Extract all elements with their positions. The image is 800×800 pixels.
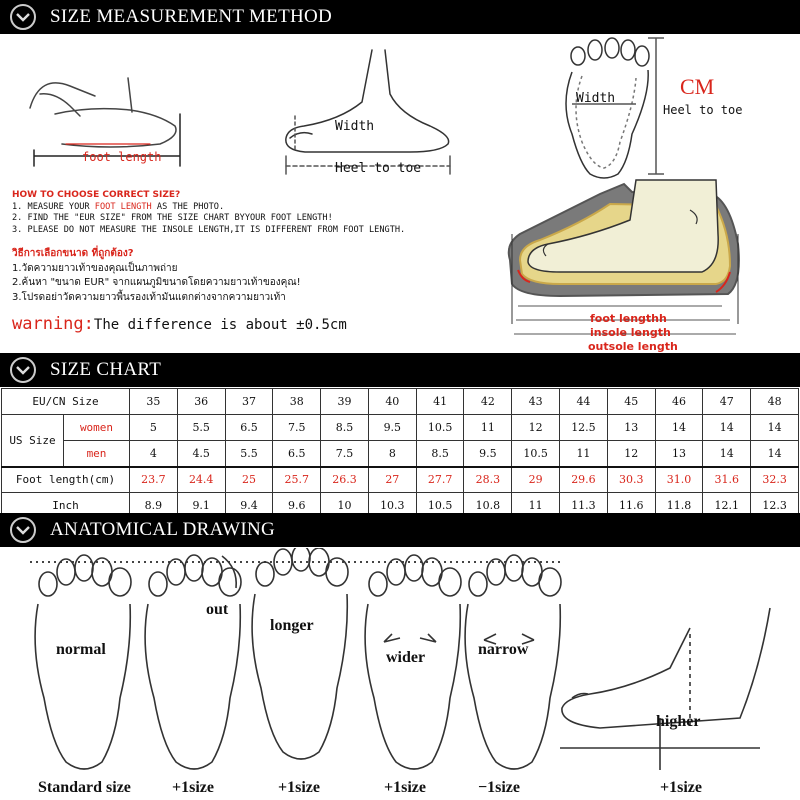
foot-label-out: out: [206, 601, 229, 618]
foot-label-wider: wider: [386, 649, 426, 666]
inch-cell: 11: [512, 493, 560, 519]
eu-cell: 35: [130, 389, 178, 415]
men-cell: 8: [368, 441, 416, 467]
section-bar-anatomical: [0, 513, 800, 547]
chevron-down-icon: [10, 357, 36, 383]
foot-cm-cell: 32.3: [751, 467, 799, 493]
eu-cell: 44: [560, 389, 608, 415]
chevron-down-icon: [10, 517, 36, 543]
inch-cell: 11.6: [607, 493, 655, 519]
sole-heel-to-toe-label: Heel to toe: [663, 103, 743, 117]
foot-higher: [562, 608, 770, 728]
women-cell: 14: [751, 415, 799, 441]
size-chart-table: [1, 388, 799, 519]
outsole-length-label: outsole length: [588, 340, 678, 353]
eu-cell: 36: [177, 389, 225, 415]
caption-standard: Standard size: [38, 779, 131, 796]
section-title: SIZE MEASUREMENT METHOD: [50, 6, 333, 27]
men-cell: 14: [703, 441, 751, 467]
us-size-header: US Size: [2, 415, 64, 467]
how-to-step-2: 2. FIND THE "EUR SIZE" FROM THE SIZE CHART BYYOUR FOOT LENGTH!: [12, 213, 333, 223]
women-cell: 10.5: [416, 415, 464, 441]
how-to-step-1: 1. MEASURE YOUR FOOT LENGTH AS THE PHOTO.: [12, 201, 225, 212]
foot-cm-cell: 29: [512, 467, 560, 493]
table-row-women: [2, 415, 799, 441]
foot-label-higher: higher: [656, 713, 701, 730]
how-to-heading: HOW TO CHOOSE CORRECT SIZE?: [12, 190, 181, 200]
side-foot-illustration: [286, 50, 450, 174]
inch-cell: 8.9: [130, 493, 178, 519]
anatomical-feet-illustration: [0, 548, 800, 800]
inch-cell: 12.1: [703, 493, 751, 519]
how-to-step-3: 3. PLEASE DO NOT MEASURE THE INSOLE LENGTH,IT IS DIFFERENT FROM FOOT LENGTH.: [12, 224, 406, 235]
caption-narrow: −1size: [478, 779, 520, 796]
how-to-choose-block: [12, 190, 512, 236]
thai-step-3: 3.โปรดอย่าวัดความยาวพื้นรองเท้ามันแตกต่างจากความยาวเท้า: [12, 291, 286, 303]
eu-cell: 41: [416, 389, 464, 415]
inch-cell: 9.6: [273, 493, 321, 519]
foot-normal: [35, 555, 131, 769]
side-heel-to-toe-label: Heel to toe: [335, 161, 422, 176]
inch-cell: 9.1: [177, 493, 225, 519]
section-title: SIZE CHART: [50, 359, 162, 380]
inch-cell: 10.8: [464, 493, 512, 519]
foot-cm-cell: 28.3: [464, 467, 512, 493]
thai-instructions-block: [12, 247, 502, 305]
foot-out: [145, 555, 241, 769]
men-cell: 9.5: [464, 441, 512, 467]
foot-cm-cell: 23.7: [130, 467, 178, 493]
foot-cm-cell: 27: [368, 467, 416, 493]
caption-wider: +1size: [384, 779, 426, 796]
section-bar-measurement: [0, 0, 800, 34]
eu-cell: 42: [464, 389, 512, 415]
anatomical-drawing-section: [0, 548, 800, 800]
eu-cell: 48: [751, 389, 799, 415]
table-row-eu: [2, 389, 799, 415]
inch-cell: 11.8: [655, 493, 703, 519]
foot-label-longer: longer: [270, 617, 314, 634]
shoe-cross-section-illustration: [509, 180, 739, 334]
section-bar-size-chart: [0, 353, 800, 387]
women-cell: 11: [464, 415, 512, 441]
women-cell: 7.5: [273, 415, 321, 441]
women-cell: 14: [703, 415, 751, 441]
eu-cell: 46: [655, 389, 703, 415]
men-cell: 13: [655, 441, 703, 467]
men-cell: 12: [607, 441, 655, 467]
foot-length-label: foot length: [82, 150, 162, 164]
table-row-foot-length: [2, 467, 799, 493]
thai-step-2: 2.ค้นหา "ขนาด EUR" จากแผนภูมิขนาดโดยความยาวเท้าของคุณ!: [12, 277, 301, 288]
foot-cm-cell: 25: [225, 467, 273, 493]
men-cell: 7.5: [321, 441, 369, 467]
women-header: women: [64, 415, 130, 441]
thai-heading: วิธีการเลือกขนาด ที่ถูกต้อง?: [12, 248, 134, 259]
warning-label: warning:: [12, 314, 94, 334]
foot-lengthh-label: foot lengthh: [590, 312, 667, 325]
foot-cm-cell: 25.7: [273, 467, 321, 493]
eu-cell: 45: [607, 389, 655, 415]
eu-size-header: EU/CN Size: [2, 389, 130, 415]
women-cell: 9.5: [368, 415, 416, 441]
foot-cm-cell: 24.4: [177, 467, 225, 493]
inch-cell: 11.3: [560, 493, 608, 519]
cm-label: CM: [680, 74, 715, 99]
section-title: ANATOMICAL DRAWING: [50, 519, 276, 540]
foot-cm-cell: 29.6: [560, 467, 608, 493]
caption-higher: +1size: [660, 779, 702, 796]
caption-out: +1size: [172, 779, 214, 796]
foot-length-header: Foot length(cm): [2, 467, 130, 493]
foot-cm-cell: 31.0: [655, 467, 703, 493]
men-cell: 4.5: [177, 441, 225, 467]
women-cell: 12.5: [560, 415, 608, 441]
side-width-label: Width: [335, 119, 375, 134]
sole-outline-illustration: [566, 38, 664, 178]
foot-cm-cell: 27.7: [416, 467, 464, 493]
foot-cm-cell: 30.3: [607, 467, 655, 493]
caption-longer: +1size: [278, 779, 320, 796]
women-cell: 12: [512, 415, 560, 441]
insole-length-label: insole length: [590, 326, 671, 339]
women-cell: 5: [130, 415, 178, 441]
eu-cell: 43: [512, 389, 560, 415]
inch-header: Inch: [2, 493, 130, 519]
inch-cell: 10.5: [416, 493, 464, 519]
thai-step-1: 1.วัดความยาวเท้าของคุณเป็นภาพถ่าย: [12, 262, 178, 274]
toe-out-marker: [222, 556, 236, 588]
warning-text: The difference is about ±0.5cm: [93, 317, 347, 333]
eu-cell: 37: [225, 389, 273, 415]
men-header: men: [64, 441, 130, 467]
men-cell: 6.5: [273, 441, 321, 467]
men-cell: 4: [130, 441, 178, 467]
men-cell: 14: [751, 441, 799, 467]
table-row-men: [2, 441, 799, 467]
eu-cell: 38: [273, 389, 321, 415]
men-cell: 8.5: [416, 441, 464, 467]
women-cell: 5.5: [177, 415, 225, 441]
chevron-down-icon: [10, 4, 36, 30]
men-cell: 10.5: [512, 441, 560, 467]
men-cell: 11: [560, 441, 608, 467]
eu-cell: 47: [703, 389, 751, 415]
women-cell: 13: [607, 415, 655, 441]
women-cell: 14: [655, 415, 703, 441]
foot-narrow: [465, 555, 561, 769]
women-cell: 6.5: [225, 415, 273, 441]
sole-width-label: Width: [576, 91, 616, 106]
women-cell: 8.5: [321, 415, 369, 441]
foot-longer: [252, 548, 348, 759]
men-cell: 5.5: [225, 441, 273, 467]
foot-label-normal: normal: [56, 641, 106, 658]
foot-cm-cell: 31.6: [703, 467, 751, 493]
inch-cell: 10.3: [368, 493, 416, 519]
foot-label-narrow: narrow: [478, 641, 529, 658]
inch-cell: 9.4: [225, 493, 273, 519]
foot-cm-cell: 26.3: [321, 467, 369, 493]
warning-line: [12, 314, 347, 334]
wider-arrows: [384, 634, 436, 642]
inch-cell: 10: [321, 493, 369, 519]
inch-cell: 12.3: [751, 493, 799, 519]
eu-cell: 39: [321, 389, 369, 415]
eu-cell: 40: [368, 389, 416, 415]
